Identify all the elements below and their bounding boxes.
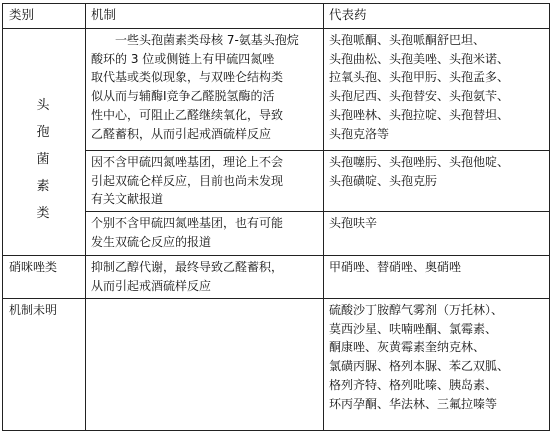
mechanism-line: 取代基或类似现象，与双唑仑结构类	[91, 70, 284, 85]
category-char: 头	[36, 98, 50, 113]
category-char: 菌	[36, 152, 50, 167]
drug-line: 甲硝唑、替硝唑、奥硝唑	[329, 260, 462, 274]
category-char: 类	[36, 206, 50, 221]
drug-list	[329, 258, 545, 277]
drug-list	[329, 301, 545, 413]
category-cephalosporin	[30, 92, 56, 227]
mechanism-text	[91, 214, 319, 251]
mechanism-line: 引起双硫仑样反应，目前也尚未发现	[91, 173, 284, 188]
header-category: 类别	[9, 7, 35, 22]
drug-line: 硫酸沙丁胺醇气雾剂（万托林）、	[329, 303, 504, 317]
mechanism-line: 酸环的 3 位或侧链上有甲硫四氮唑	[91, 51, 275, 66]
drug-list	[329, 214, 545, 233]
mechanism-line: 个别不含甲硫四氮唑基团，也有可能	[91, 216, 284, 230]
mechanism-line: 一些头孢菌素类母核 7-氨基头孢烷	[115, 33, 299, 47]
mechanism-line: 似从而与辅酶Ⅰ竞争乙醛脱氢酶的活	[91, 89, 275, 104]
drug-line: 头孢哌酮、头孢哌酮舒巴坦、	[329, 33, 486, 47]
header-mechanism: 机制	[91, 7, 117, 22]
drug-line: 头孢噻肟、头孢唑肟、头孢他啶、	[329, 155, 510, 169]
drug-line: 头孢尼西、头孢替安、头孢氨苄、	[329, 89, 510, 104]
mechanism-line: 从而引起戒酒硫样反应	[91, 278, 212, 293]
drug-line: 莫西沙星、呋喃唑酮、氯霉素、	[329, 321, 498, 336]
column-divider	[85, 3, 86, 431]
drug-line: 格列齐特、格列吡嗪、胰岛素、	[329, 377, 498, 392]
row-divider	[85, 211, 550, 212]
table-border-right	[549, 3, 550, 431]
mechanism-text	[91, 31, 319, 143]
drug-line: 氯磺丙脲、格列本脲、苯乙双胍、	[329, 359, 510, 374]
mechanism-line: 性中心，可阻止乙醛继续氧化，导致	[91, 107, 284, 122]
table-border-left	[2, 3, 3, 431]
mechanism-line: 抑制乙醇代谢，最终导致乙醛蓄积，	[91, 260, 284, 274]
category-char: 素	[36, 179, 50, 194]
mechanism-line: 有关文献报道	[91, 192, 164, 207]
column-divider	[323, 3, 324, 431]
mechanism-text	[91, 258, 319, 295]
mechanism-line: 因不含甲硫四氮唑基团，理论上不会	[91, 155, 284, 169]
drug-list	[329, 153, 545, 190]
mechanism-line: 乙醛蓄积，从而引起戒酒硫样反应	[91, 126, 272, 141]
mechanism-line: 发生双硫仑反应的报道	[91, 234, 212, 249]
row-divider	[85, 150, 550, 151]
mechanism-text	[91, 153, 319, 209]
drug-list	[329, 31, 545, 143]
category-unknown-mechanism: 机制未明	[9, 303, 58, 317]
drug-line: 酮康唑、灰黄霉素奎纳克林、	[329, 340, 486, 355]
drug-line: 头孢曲松、头孢美唑、头孢米诺、	[329, 51, 510, 66]
drug-line: 拉氧头孢、头孢甲肟、头孢孟多、	[329, 70, 510, 85]
drug-line: 头孢克洛等	[329, 126, 390, 141]
category-nitroimidazole: 硝咪唑类	[9, 260, 58, 274]
drug-line: 头孢唑林、头孢拉啶、头孢替坦、	[329, 107, 510, 122]
category-char: 孢	[36, 125, 50, 140]
drug-line: 头孢呋辛	[329, 216, 378, 230]
drug-line: 头孢磺啶、头孢克肟	[329, 173, 438, 188]
drug-line: 环丙孕酮、华法林、三氟拉嗪等	[329, 396, 498, 411]
header-drugs: 代表药	[329, 7, 367, 22]
